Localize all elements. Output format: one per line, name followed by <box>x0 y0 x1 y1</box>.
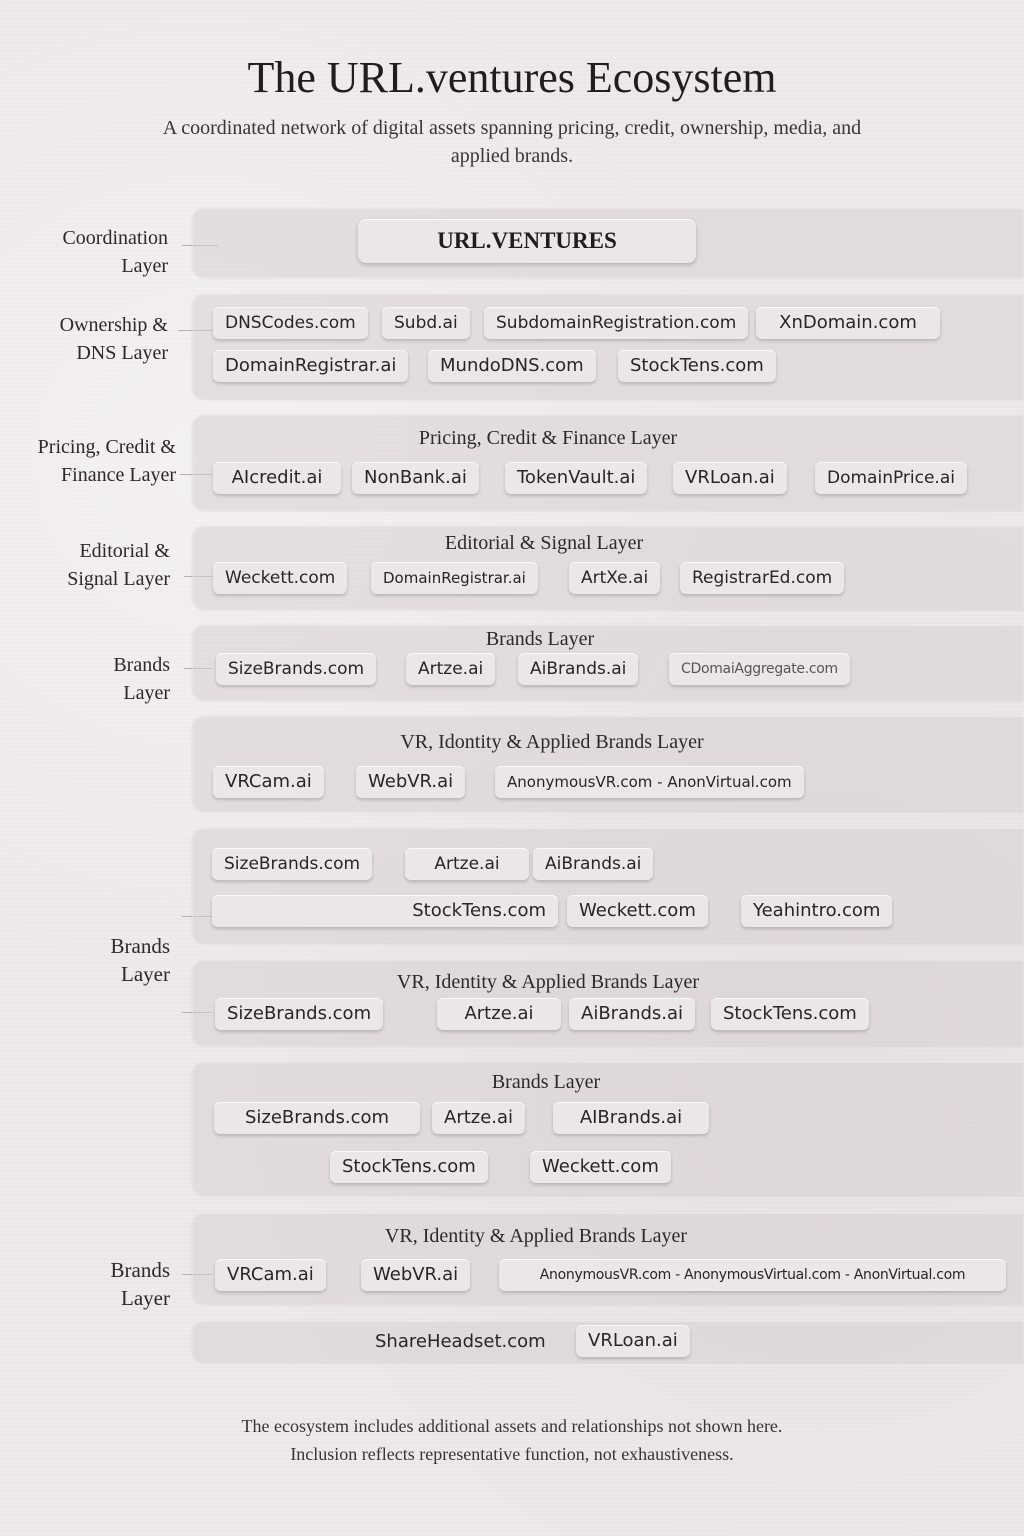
domain-chip[interactable]: Weckett.com <box>567 895 708 927</box>
domain-chip[interactable]: SizeBrands.com <box>212 848 372 880</box>
domain-chip[interactable]: AiBrands.ai <box>533 848 653 880</box>
domain-chip[interactable]: StockTens.com <box>618 350 776 382</box>
domain-chip[interactable]: VRLoan.ai <box>673 462 787 494</box>
domain-chip[interactable]: SubdomainRegistration.com <box>484 307 748 339</box>
domain-chip[interactable]: DomainRegistrar.ai <box>213 350 408 382</box>
domain-chip[interactable]: Artze.ai <box>437 998 561 1030</box>
domain-chip[interactable]: AnonymousVR.com - AnonVirtual.com <box>495 766 804 798</box>
domain-chip[interactable]: Artze.ai <box>406 653 495 685</box>
side-label-coordination: Coordination Layer <box>62 227 168 277</box>
domain-chip[interactable]: Artze.ai <box>405 848 529 880</box>
domain-chip[interactable]: MundoDNS.com <box>428 350 596 382</box>
domain-chip[interactable]: Yeahintro.com <box>741 895 892 927</box>
footer-note <box>150 1412 874 1468</box>
domain-chip[interactable]: Weckett.com <box>213 562 347 594</box>
domain-chip[interactable]: SizeBrands.com <box>216 653 376 685</box>
domain-chip[interactable]: XnDomain.com <box>756 307 940 339</box>
domain-chip[interactable]: DNSCodes.com <box>213 307 368 339</box>
domain-chip[interactable]: SizeBrands.com <box>214 1102 420 1134</box>
domain-chip[interactable]: ArtXe.ai <box>569 562 660 594</box>
vr-panel-title: VR, Identity & Applied Brands Layer <box>384 1225 688 1247</box>
domain-chip[interactable]: Artze.ai <box>432 1102 525 1134</box>
side-label-editorial: Editorial & Signal Layer <box>67 540 170 590</box>
brands-panel-title: Brands Layer <box>485 628 595 650</box>
vr-panel-title: VR, Identity & Applied Brands Layer <box>396 971 700 993</box>
domain-chip[interactable]: Subd.ai <box>382 307 470 339</box>
domain-chip[interactable]: VRCam.ai <box>213 766 324 798</box>
domain-chip[interactable]: AiBrands.ai <box>518 653 638 685</box>
domain-chip[interactable]: StockTens.com <box>330 1151 488 1183</box>
domain-chip[interactable]: StockTens.com <box>212 895 558 927</box>
footer-line-1: The ecosystem includes additional assets and relationships not shown here. <box>241 1416 783 1436</box>
side-label-pricing: Pricing, Credit & Finance Layer <box>37 436 176 486</box>
domain-chip[interactable]: AiBrands.ai <box>569 998 695 1030</box>
domain-chip[interactable]: VRCam.ai <box>215 1259 326 1291</box>
domain-chip[interactable]: VRLoan.ai <box>576 1325 690 1357</box>
side-label-brands-3: Brands Layer <box>110 1258 170 1310</box>
brands-panel-title: Brands Layer <box>491 1071 601 1093</box>
domain-chip[interactable]: AIBrands.ai <box>553 1102 709 1134</box>
side-label-brands-1: Brands Layer <box>113 654 170 704</box>
domain-chip[interactable]: SizeBrands.com <box>215 998 383 1030</box>
domain-chip[interactable]: CDomaiAggregate.com <box>669 653 850 685</box>
domain-chip[interactable]: RegistrarEd.com <box>680 562 844 594</box>
vr-panel-title: VR, Idontity & Applied Brands Layer <box>400 731 704 753</box>
domain-chip[interactable]: WebVR.ai <box>361 1259 470 1291</box>
domain-chip[interactable]: StockTens.com <box>711 998 869 1030</box>
domain-chip[interactable]: AIcredit.ai <box>213 462 341 494</box>
side-label-brands-2: Brands Layer <box>110 934 170 986</box>
domain-chip[interactable]: Weckett.com <box>530 1151 671 1183</box>
page-title: The URL.ventures Ecosystem <box>247 53 777 102</box>
domain-chip[interactable]: WebVR.ai <box>356 766 465 798</box>
url-ventures-node[interactable]: URL.VENTURES <box>358 219 696 263</box>
domain-chip[interactable]: AnonymousVR.com - AnonymousVirtual.com - AnonVirtual.com <box>499 1259 1006 1291</box>
domain-chip[interactable]: DomainPrice.ai <box>815 462 967 494</box>
side-label-ownership: Ownership & DNS Layer <box>59 314 168 364</box>
domain-chip[interactable]: TokenVault.ai <box>505 462 647 494</box>
domain-text[interactable]: ShareHeadset.com <box>375 1331 546 1352</box>
page-subtitle: A coordinated network of digital assets spanning pricing, credit, ownership, media, and applied brands. <box>162 117 862 167</box>
domain-chip[interactable]: DomainRegistrar.ai <box>371 562 538 594</box>
pricing-panel-title: Pricing, Credit & Finance Layer <box>418 427 678 449</box>
footer-line-2: Inclusion reflects representative function, not exhaustiveness. <box>290 1444 734 1464</box>
editorial-panel-title: Editorial & Signal Layer <box>444 532 644 554</box>
domain-chip[interactable]: NonBank.ai <box>352 462 479 494</box>
